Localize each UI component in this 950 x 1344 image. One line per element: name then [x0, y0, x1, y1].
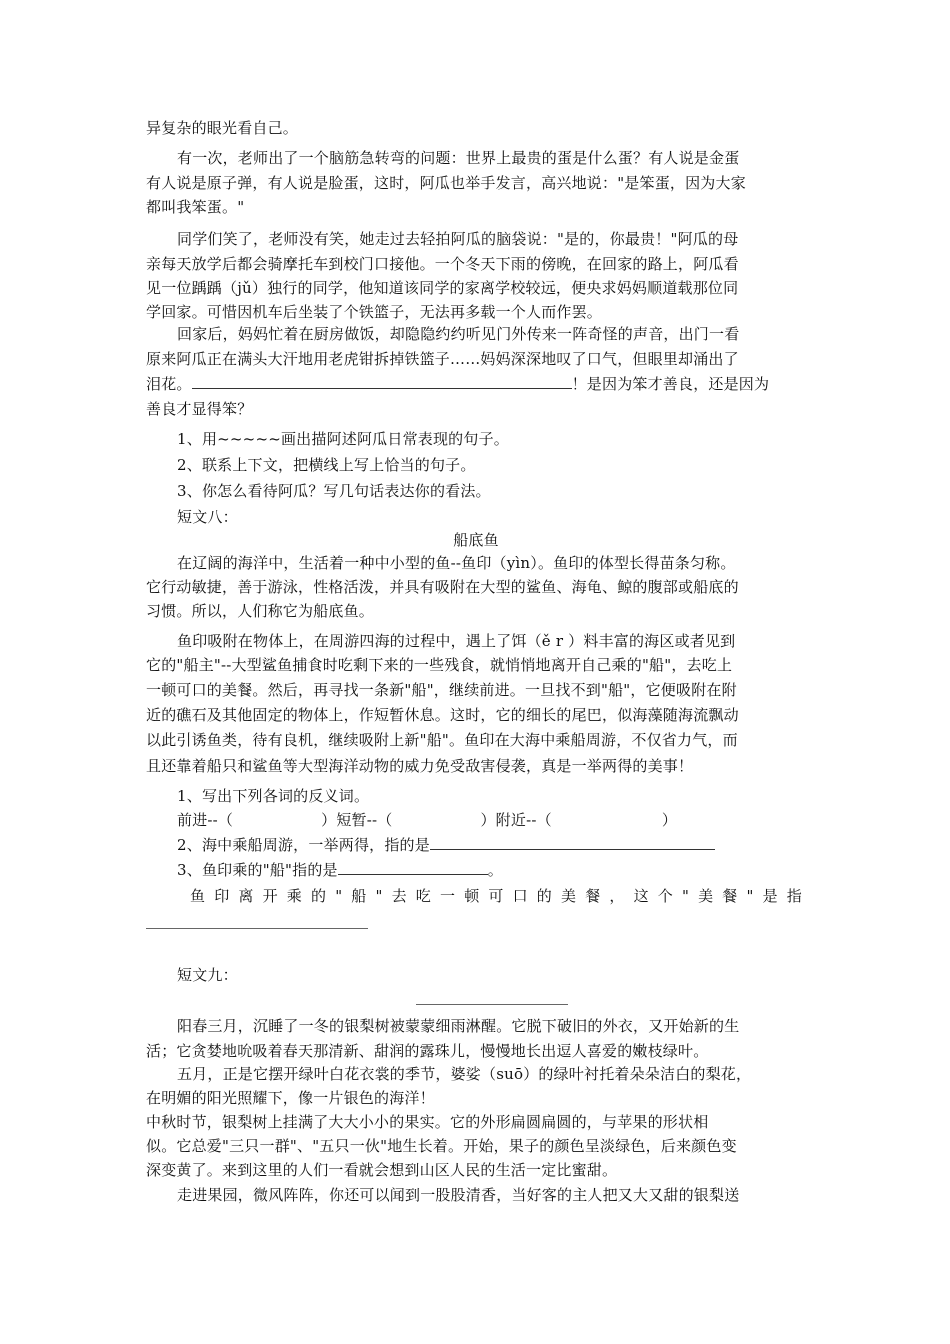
answer-blank[interactable]: [338, 860, 488, 875]
section-label: 短文九：: [177, 966, 238, 984]
question-2: 2、联系上下文，把横线上写上恰当的句子。: [177, 456, 476, 474]
text-line: 似。它总爱"三只一群"、"五只一伙"地生长着。开始，果子的颜色呈淡绿色，后来颜色变: [146, 1137, 737, 1155]
text-line: 活；它贪婪地吮吸着春天那清新、甜润的露珠儿，慢慢地长出逗人喜爱的嫩枝绿叶。: [146, 1042, 709, 1060]
text-line: 近的礁石及其他固定的物体上，作短暂休息。这时，它的细长的尾巴，似海藻随海流飘动: [146, 706, 739, 724]
section-label: 短文八：: [177, 508, 238, 526]
question-3: [177, 860, 806, 880]
text-line: 都叫我笨蛋。": [146, 198, 245, 216]
text-line: 见一位踽踽（jǔ）独行的同学，他知道该同学的家离学校较远，便央求妈妈顺道载那位同: [146, 279, 739, 297]
passage-title: 船底鱼: [453, 531, 499, 549]
text-line: 鱼印吸附在物体上，在周游四海的过程中，遇上了饵（ě r ）料丰富的海区或者见到: [177, 632, 736, 650]
text-line: 亲每天放学后都会骑摩托车到校门口接他。一个冬天下雨的傍晚，在回家的路上，阿瓜看: [146, 255, 739, 273]
text-line: 在辽阔的海洋中，生活着一种中小型的鱼--鱼印（yìn）。鱼印的体型长得苗条匀称。: [177, 554, 736, 572]
text-line: 异复杂的眼光看自己。: [146, 119, 299, 137]
antonym-prompt: ）: [661, 811, 678, 829]
text-line: 中秋时节，银梨树上挂满了大大小小的果实。它的外形扁圆扁圆的，与苹果的形状相: [146, 1113, 709, 1131]
title-blank[interactable]: [416, 1004, 568, 1005]
question-2: [177, 835, 806, 855]
text-line: 回家后，妈妈忙着在厨房做饭，却隐隐约约听见门外传来一阵奇怪的声音，出门一看: [177, 325, 740, 343]
question-4: 鱼印离开乘的"船"去吃一顿可口的美餐，这个"美餐"是指: [190, 887, 812, 905]
text-line: 五月，正是它摆开绿叶白花衣裳的季节，婆娑（suō）的绿叶衬托着朵朵洁白的梨花，: [177, 1065, 752, 1083]
question-text: 3、鱼印乘的"船"指的是: [177, 861, 338, 879]
text-line: 以此引诱鱼类，待有良机，继续吸附上新"船"。鱼印在大海中乘船周游，不仅省力气，而: [146, 731, 738, 749]
text-line: 善良才显得笨？: [146, 400, 253, 418]
text-line: 走进果园，微风阵阵，你还可以闻到一股股清香，当好客的主人把又大又甜的银梨送: [177, 1186, 740, 1204]
answer-blank[interactable]: [192, 374, 572, 389]
text-line: 学回家。可惜因机车后坐装了个铁篮子，无法再多载一个人而作罢。: [146, 303, 603, 321]
text-line: 在明媚的阳光照耀下，像一片银色的海洋！: [146, 1089, 435, 1107]
question-1: 1、写出下列各词的反义词。: [177, 787, 370, 805]
text-line: 它的"船主"--大型鲨鱼捕食时吃剩下来的一些残食，就悄悄地离开自己乘的"船"，去吃上: [146, 656, 733, 674]
text-line: 深变黄了。来到这里的人们一看就会想到山区人民的生活一定比蜜甜。: [146, 1161, 618, 1179]
antonym-prompt: 前进--（: [177, 811, 234, 829]
text-fragment: 泪花。: [146, 375, 192, 393]
text-line: 习惯。所以，人们称它为船底鱼。: [146, 602, 375, 620]
text-line: 它行动敏捷，善于游泳，性格活泼，并具有吸附在大型的鲨鱼、海龟、鲸的腹部或船底的: [146, 578, 739, 596]
antonym-row: [177, 810, 806, 830]
answer-blank[interactable]: [430, 835, 715, 850]
fill-blank-line: [146, 374, 806, 394]
question-3: 3、你怎么看待阿瓜？写几句话表达你的看法。: [177, 482, 491, 500]
text-line: 一顿可口的美餐。然后，再寻找一条新"船"，继续前进。一旦找不到"船"，它便吸附在附: [146, 681, 737, 699]
text-line: 且还靠着船只和鲨鱼等大型海洋动物的威力免受敌害侵袭，真是一举两得的美事！: [146, 757, 694, 775]
question-text: 2、海中乘船周游，一举两得，指的是: [177, 836, 430, 854]
antonym-prompt: ）短暂--（: [321, 811, 393, 829]
text-line: 有人说是原子弹，有人说是脸蛋，这时，阿瓜也举手发言，高兴地说："是笨蛋，因为大家: [146, 174, 746, 192]
text-line: 原来阿瓜正在满头大汗地用老虎钳拆掉铁篮子……妈妈深深地叹了口气，但眼里却涌出了: [146, 350, 739, 368]
text-line: 阳春三月，沉睡了一冬的银梨树被蒙蒙细雨淋醒。它脱下破旧的外衣，又开始新的生: [177, 1017, 740, 1035]
antonym-prompt: ）附近--（: [480, 811, 552, 829]
question-text: 。: [487, 861, 503, 879]
text-line: 同学们笑了，老师没有笑，她走过去轻拍阿瓜的脑袋说："是的，你最贵！"阿瓜的母: [177, 230, 739, 248]
text-line: 有一次，老师出了一个脑筋急转弯的问题：世界上最贵的蛋是什么蛋？有人说是金蛋: [177, 149, 740, 167]
text-fragment: ！是因为笨才善良，还是因为: [571, 375, 770, 393]
answer-blank[interactable]: [146, 928, 368, 929]
question-1: 1、用~~~~~画出描阿述阿瓜日常表现的句子。: [177, 430, 509, 448]
